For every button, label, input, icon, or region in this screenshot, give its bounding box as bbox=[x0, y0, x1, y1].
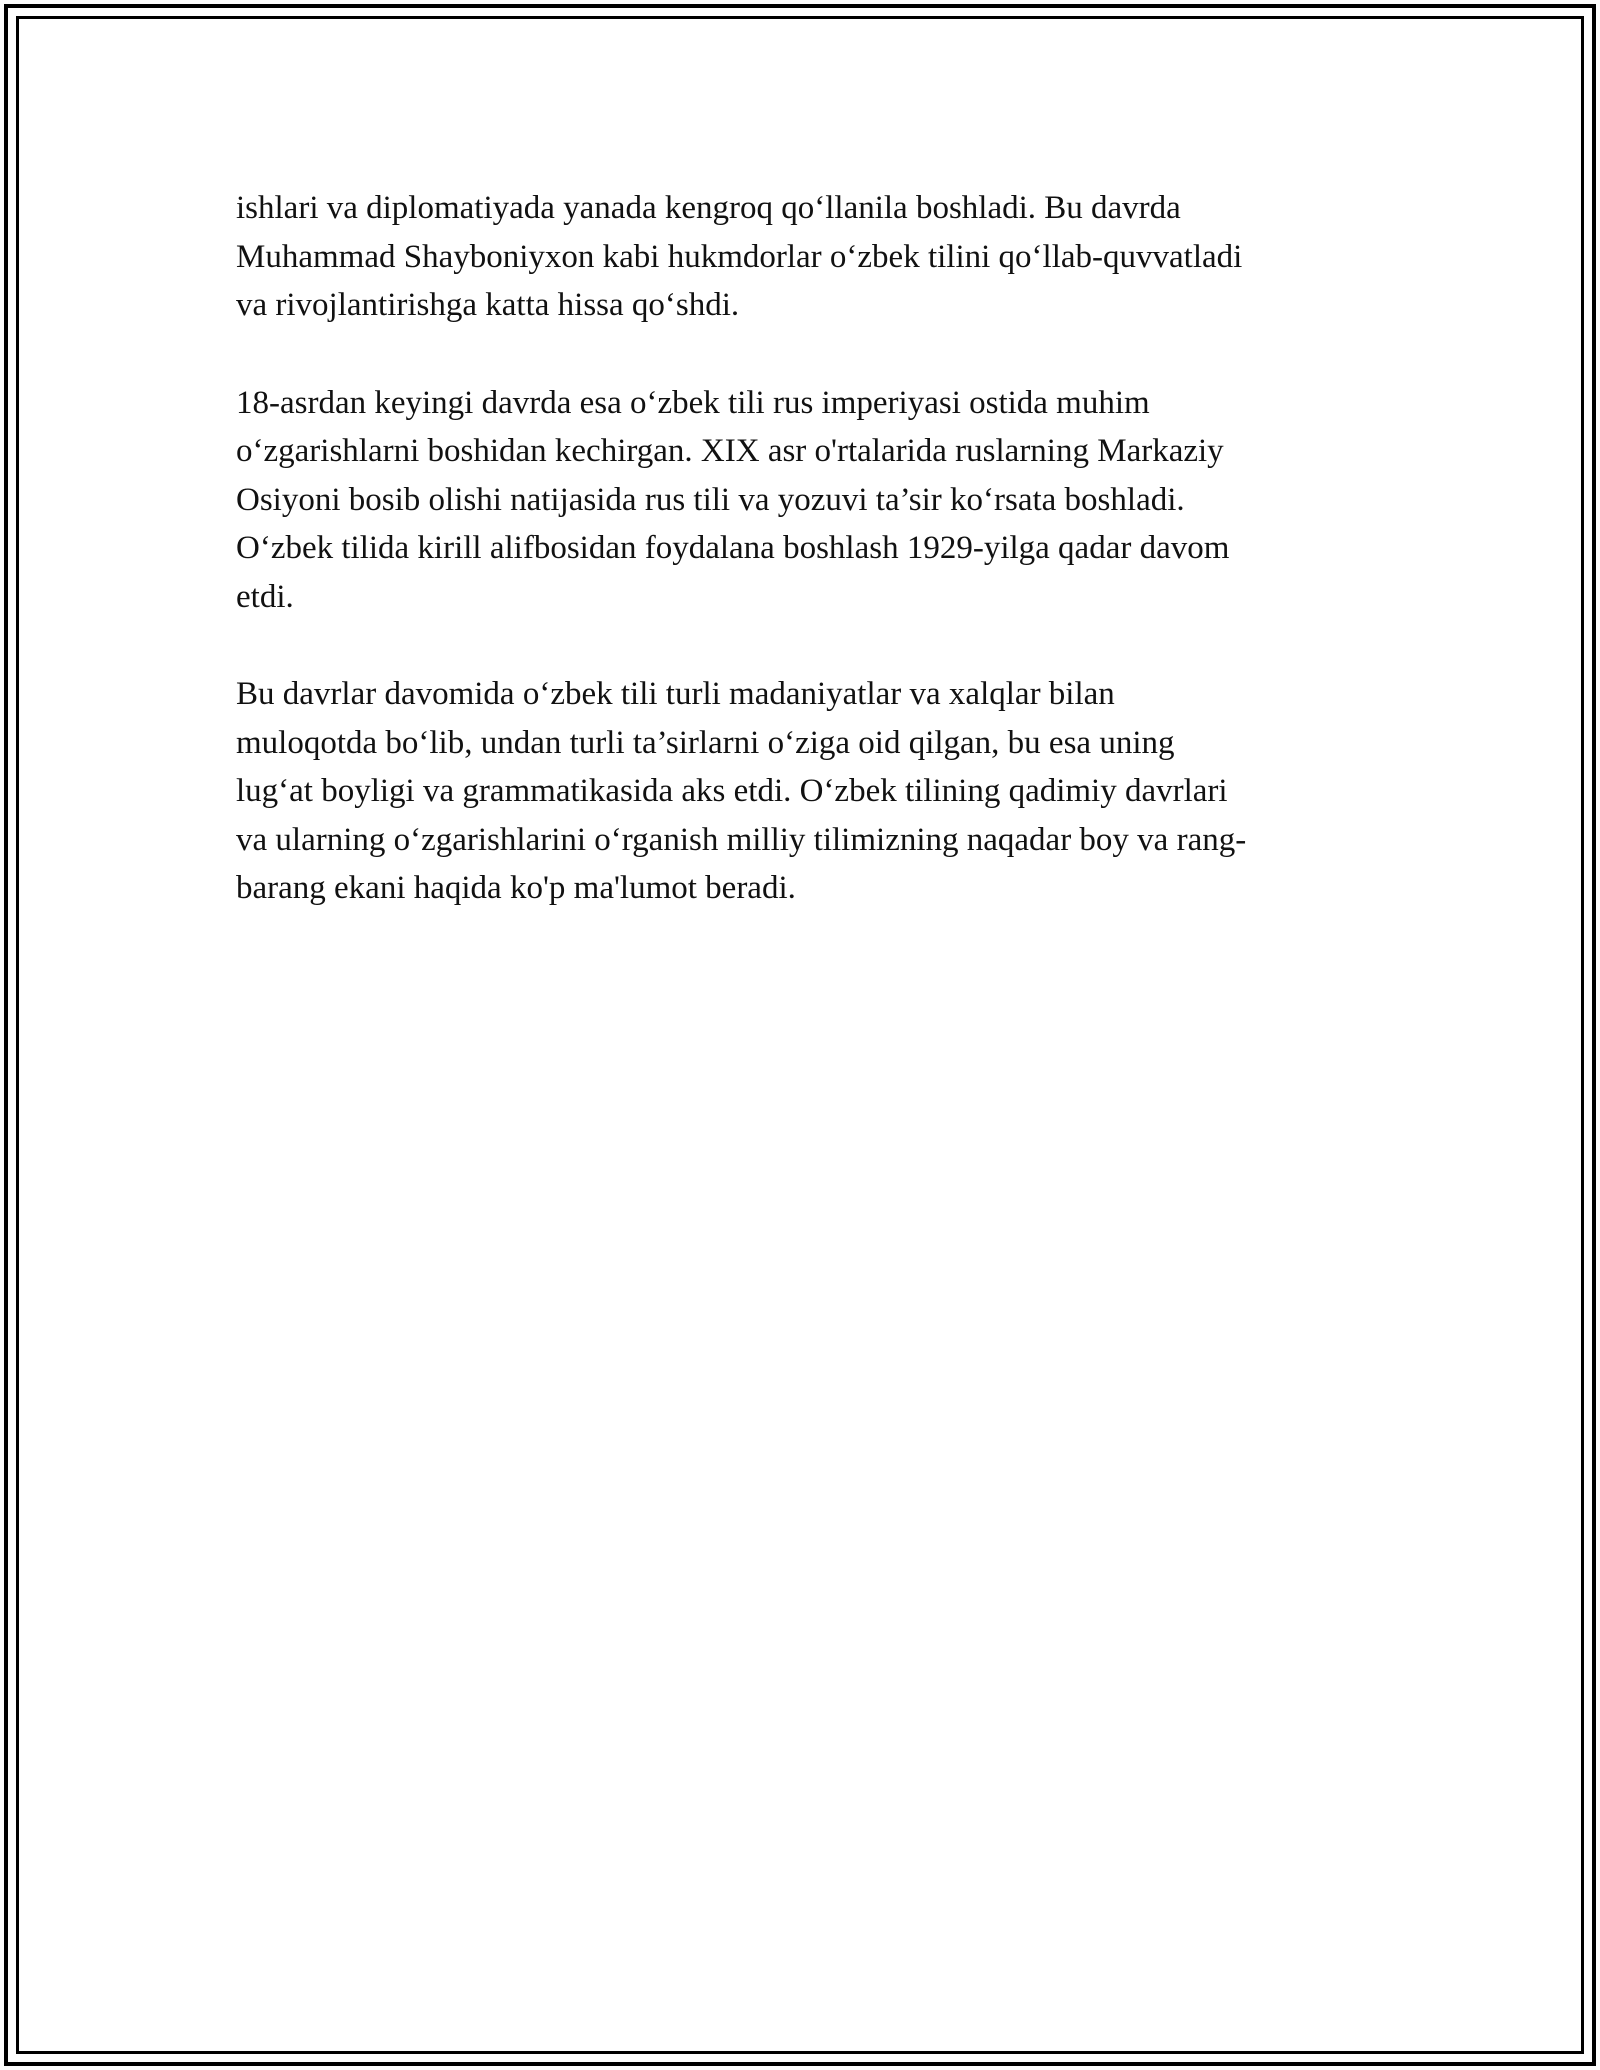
paragraph-1 bbox=[236, 184, 1376, 330]
text-line: O‘zbek tilida kirill alifbosidan foydalana boshlash 1929-yilga qadar davom bbox=[236, 530, 1230, 566]
text-line: va ularning o‘zgarishlarini o‘rganish milliy tilimizning naqadar boy va rang- bbox=[236, 821, 1247, 858]
paragraph-2 bbox=[236, 379, 1376, 622]
text-line: va rivojlantirishga katta hissa qo‘shdi. bbox=[236, 287, 740, 323]
text-line: etdi. bbox=[236, 578, 294, 615]
text-line: barang ekani haqida ko'p ma'lumot beradi. bbox=[236, 870, 796, 906]
text-line: 18-asrdan keyingi davrda esa o‘zbek tili rus imperiyasi ostida muhim bbox=[236, 384, 1150, 421]
text-line: muloqotda bo‘lib, undan turli ta’sirlarni o‘ziga oid qilgan, bu esa uning bbox=[236, 724, 1175, 761]
text-line: o‘zgarishlarni boshidan kechirgan. XIX asr o'rtalarida ruslarning Markaziy bbox=[236, 433, 1224, 469]
text-line: Bu davrlar davomida o‘zbek tili turli madaniyatlar va xalqlar bilan bbox=[236, 676, 1115, 712]
document-body bbox=[236, 184, 1376, 962]
paragraph-3 bbox=[236, 670, 1376, 913]
text-line: Muhammad Shayboniyxon kabi hukmdorlar o‘zbek tilini qo‘llab-quvvatladi bbox=[236, 238, 1243, 275]
text-line: ishlari va diplomatiyada yanada kengroq qo‘llanila boshladi. Bu davrda bbox=[236, 190, 1181, 226]
text-line: lug‘at boyligi va grammatikasida aks etdi. O‘zbek tilining qadimiy davrlari bbox=[236, 773, 1228, 809]
text-line: Osiyoni bosib olishi natijasida rus tili va yozuvi ta’sir ko‘rsata boshladi. bbox=[236, 481, 1185, 518]
